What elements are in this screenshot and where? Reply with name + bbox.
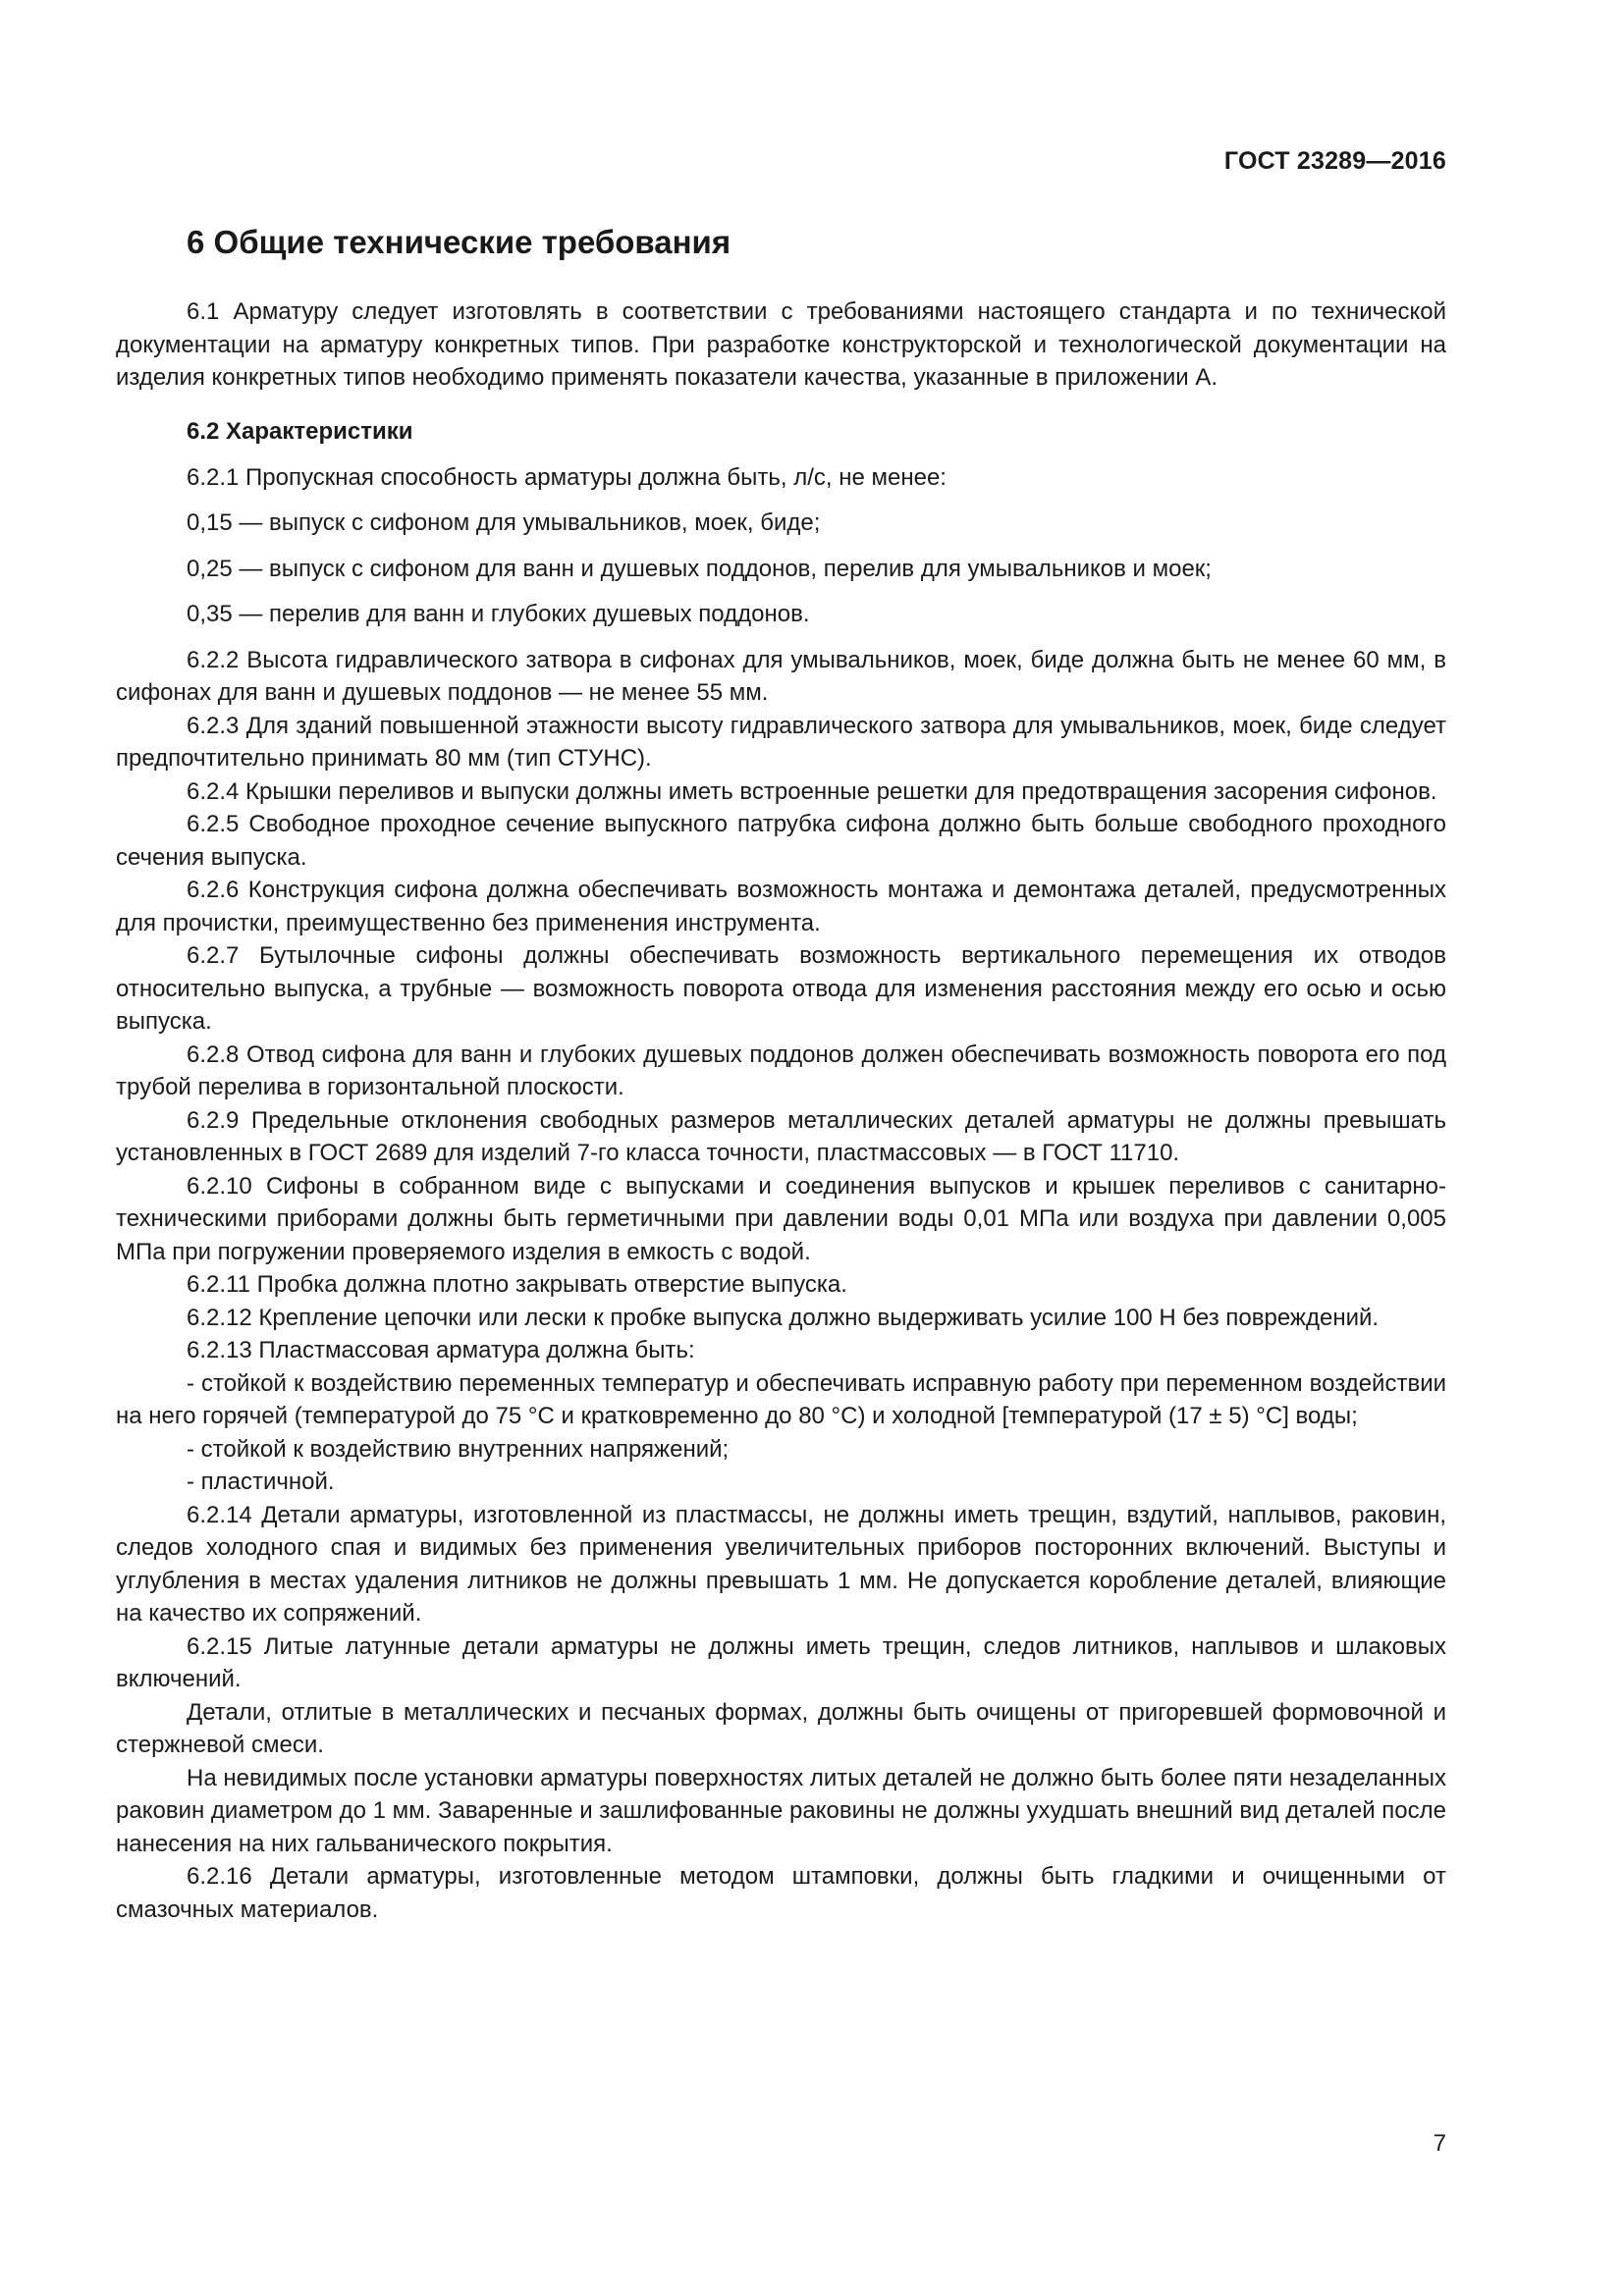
paragraph-casting-cavities: На невидимых после установки арматуры поверхностях литых деталей не должно быть более пяти незаделанных раковин диаметром до 1 мм. Заваренные и зашлифованные раковины не должны ухудшать внешний вид деталей после нанесения на них гальванического покрытия.: [116, 1764, 1446, 1857]
flow-rate-item: 0,35 — перелив для ванн и глубоких душевых поддонов.: [187, 601, 810, 627]
page-content: [116, 222, 1446, 1926]
paragraph-6-2-3: 6.2.3 Для зданий повышенной этажности высоту гидравлического затвора для умывальников, моек, биде следует предпочтительно принимать 80 мм (тип СТУНС).: [116, 712, 1446, 772]
paragraph-6-2-8: 6.2.8 Отвод сифона для ванн и глубоких душевых поддонов должен обеспечивать возможность поворота его под трубой перелива в горизонтальной плоскости.: [116, 1041, 1446, 1100]
flow-rate-item: 0,15 — выпуск с сифоном для умывальников, моек, биде;: [187, 509, 821, 536]
paragraph-6-2-13: 6.2.13 Пластмассовая арматура должна быть:: [187, 1337, 695, 1363]
plastic-requirement-item: - стойкой к воздействию переменных температур и обеспечивать исправную работу при переменном воздействии на него горячей (температурой до 75 °С и кратковременно до 80 °С) и холодной [температурой (17 ± 5) °С] воды;: [116, 1369, 1446, 1429]
paragraph-6-2-10: 6.2.10 Сифоны в собранном виде с выпусками и соединения выпусков и крышек переливов с санитарно-техническими приборами должны быть герметичными при давлении воды 0,01 МПа или воздуха при давлении 0,005 МПа при погружении проверяемого изделия в емкость с водой.: [116, 1172, 1446, 1265]
flow-rate-item: 0,25 — выпуск с сифоном для ванн и душевых поддонов, перелив для умывальников и моек;: [187, 555, 1212, 582]
paragraph-6-2-16: 6.2.16 Детали арматуры, изготовленные методом штамповки, должны быть гладкими и очищенными от смазочных материалов.: [116, 1863, 1446, 1923]
paragraph-6-1: 6.1 Арматуру следует изготовлять в соответствии с требованиями настоящего стандарта и по технической документации на арматуру конкретных типов. При разработке конструкторской и технологической документации на изделия конкретных типов необходимо применять показатели качества, указанные в приложении А.: [116, 298, 1446, 391]
paragraph-6-2-2: 6.2.2 Высота гидравлического затвора в сифонах для умывальников, моек, биде должна быть не менее 60 мм, в сифонах для ванн и душевых поддонов — не менее 55 мм.: [116, 646, 1446, 706]
paragraph-6-2-15: 6.2.15 Литые латунные детали арматуры не должны иметь трещин, следов литников, наплывов и шлаковых включений.: [116, 1632, 1446, 1692]
paragraph-6-2-12: 6.2.12 Крепление цепочки или лески к пробке выпуска должно выдерживать усилие 100 Н без повреждений.: [187, 1304, 1380, 1331]
paragraph-6-2-11: 6.2.11 Пробка должна плотно закрывать отверстие выпуска.: [187, 1271, 847, 1298]
paragraph-6-2-4: 6.2.4 Крышки переливов и выпуски должны иметь встроенные решетки для предотвращения засорения сифонов.: [187, 777, 1437, 805]
paragraph-6-2-6: 6.2.6 Конструкция сифона должна обеспечивать возможность монтажа и демонтажа деталей, предусмотренных для прочистки, преимущественно без применения инструмента.: [116, 877, 1446, 936]
plastic-requirement-item: - пластичной.: [187, 1468, 335, 1495]
paragraph-6-2-9: 6.2.9 Предельные отклонения свободных размеров металлических деталей арматуры не должны превышать установленных в ГОСТ 2689 для изделий 7-го класса точности, пластмассовых — в ГОСТ 11710.: [116, 1106, 1446, 1166]
plastic-requirement-item: - стойкой к воздействию внутренних напряжений;: [187, 1435, 730, 1463]
paragraph-6-2-5: 6.2.5 Свободное проходное сечение выпускного патрубка сифона должно быть больше свободного проходного сечения выпуска.: [116, 811, 1446, 871]
document-code: ГОСТ 23289—2016: [1223, 147, 1446, 175]
subsection-title: 6.2 Характеристики: [187, 417, 413, 445]
paragraph-6-2-1: 6.2.1 Пропускная способность арматуры должна быть, л/с, не менее:: [187, 463, 947, 491]
paragraph-casting-cleaning: Детали, отлитые в металлических и песчаных формах, должны быть очищены от пригоревшей формовочной и стержневой смеси.: [116, 1698, 1446, 1758]
paragraph-6-2-7: 6.2.7 Бутылочные сифоны должны обеспечивать возможность вертикального перемещения их отводов относительно выпуска, а трубные — возможность поворота отвода для изменения расстояния между его осью и осью выпуска.: [116, 942, 1446, 1035]
paragraph-6-2-14: 6.2.14 Детали арматуры, изготовленной из пластмассы, не должны иметь трещин, вздутий, наплывов, раковин, следов холодного спая и видимых без применения увеличительных приборов посторонних включений. Выступы и углубления в местах удаления литников не должны превышать 1 мм. Не допускается коробление деталей, влияющие на качество их сопряжений.: [116, 1501, 1446, 1627]
section-title: 6 Общие технические требования: [187, 224, 731, 260]
page-number: 7: [1433, 2130, 1446, 2157]
